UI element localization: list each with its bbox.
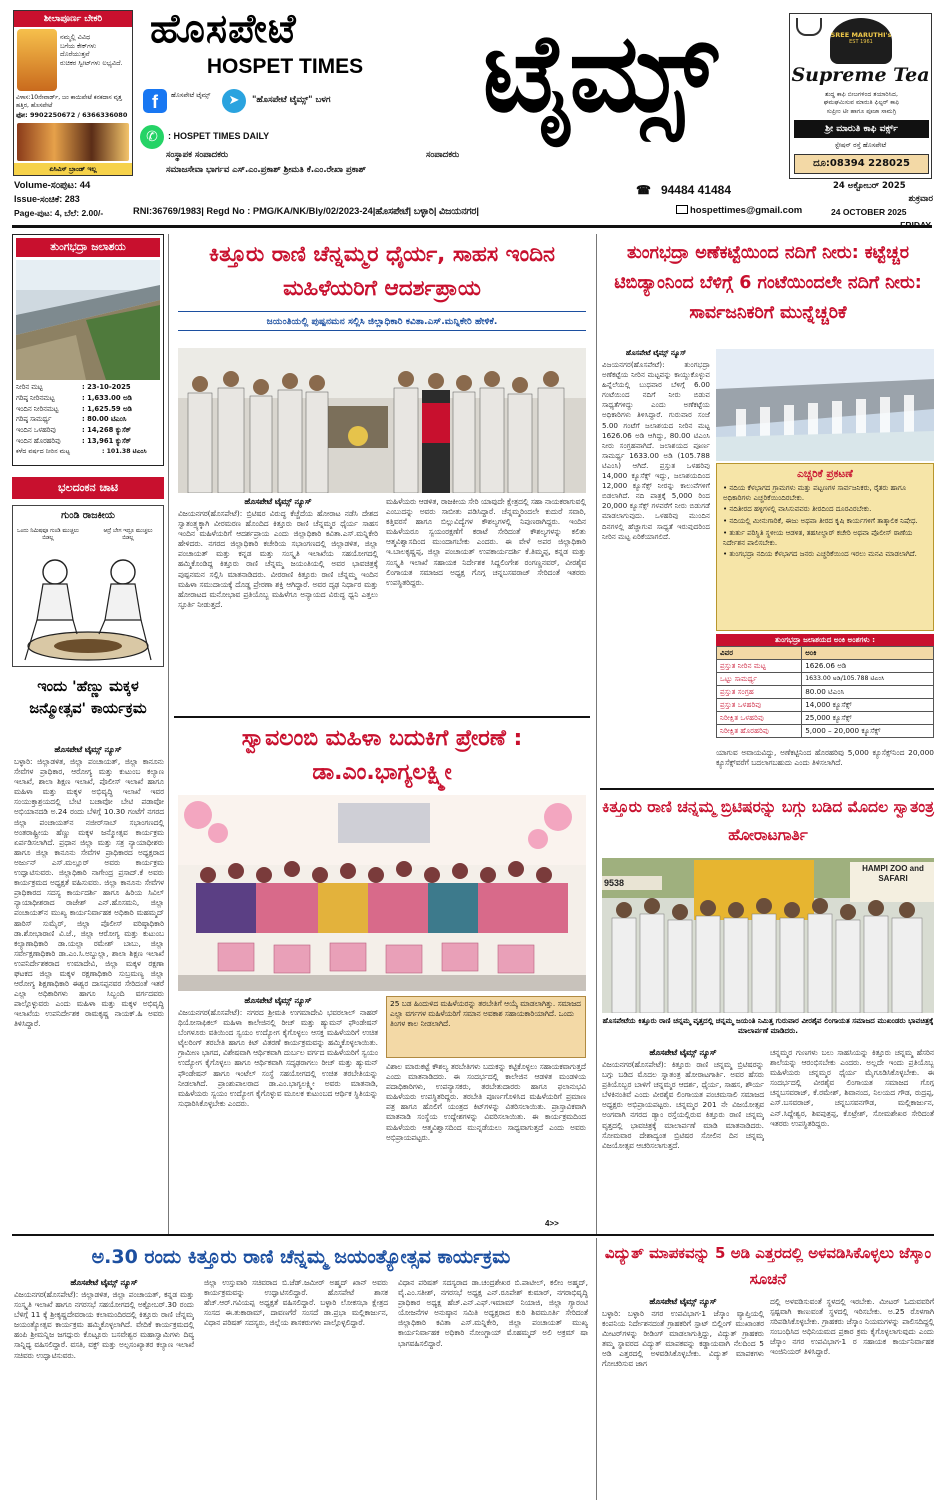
warning-item: • ತುಂಗಭದ್ರಾ ನದಿಯ ಕೆಳಭಾಗದ ಜನರು ಎಚ್ಚರಿಕೆಯಿಂದ ಇರಲು ಮನವಿ ಮಾಡಲಾಗಿದೆ. (723, 550, 917, 559)
bottom-right-body-col2: ದಲ್ಲಿ ಅಳವಡಿಸುವಂತೆ ಸ್ಥಳದಲ್ಲಿ ಇರಬೇಕು. ಮೀಟರ್ ಓದುವವರಿಗೆ ಸ್ಪಷ್ಟವಾಗಿ ಕಾಣುವಂತೆ ಸ್ಥಳದಲ್ಲಿ ಇರಿಸಬೇಕು. ಅ.25 ರೊಳಗಾಗಿ ಸರಿಪಡಿಸಿಕೊಳ್ಳಬೇಕು. ಗ್ರಾಹಕರು ಜೆಸ್ಕಾಂ ನಿಯಮಗಳನ್ನು ಪಾಲಿಸದಿದ್ದಲ್ಲಿ ಸಂಬಂಧಿಸಿದ ಅಧಿನಿಯಮದ ಪ್ರಕಾರ ಕ್ರಮ ಕೈಗೊಳ್ಳಲಾಗುವುದು ಎಂದು ಜೆಸ್ಕಾಂ ನಗರ ಉಪವಿಭಾಗ-1 ರ ಸಹಾಯಕ ಕಾರ್ಯನಿರ್ವಾಹಕ ಇಂಜಿನಿಯರ್ ತಿಳಿಸಿದ್ದಾರೆ. (770, 1297, 934, 1357)
dam-stat-row: ಇಂದಿನ ನೀರಿನಮಟ್ಟ : 1,625.59 ಅಡಿ (16, 404, 132, 413)
dam-stat-row: ನೀರಿನ ಮಟ್ಟ : 23-10-2025 (16, 383, 131, 391)
telegram-icon: ➤ (222, 89, 246, 113)
continued-marker[interactable]: 4>> (545, 1219, 559, 1228)
section-divider (174, 716, 590, 718)
dam-stat-row: ಗರಿಷ್ಠ ಸಾಮರ್ಥ್ಯ : 80.00 ಟಿಎಂಸಿ (16, 415, 127, 424)
right-mid-photo (602, 858, 934, 1013)
right-ad-seal (830, 18, 892, 64)
bottom-left-byline: ಹೊಸಪೇಟೆ ಟೈಮ್ಸ್ ನ್ಯೂಸ್ (70, 1278, 138, 1287)
center-mid-photo (178, 795, 586, 991)
editor-role: ಸಂಪಾದಕರು (426, 150, 460, 160)
day-kannada: ಶುಕ್ರವಾರ (908, 194, 933, 204)
right-top-dam-photo (716, 349, 934, 461)
right-ad-brand-small: SREE MARUTHI's (830, 31, 892, 39)
left-ad-phone: ಫೋ: 9902250672 / 6366336080 (16, 111, 128, 119)
facebook-label: ಹೊಸಪೇಟೆ ಟೈಮ್ಸ್ (171, 91, 211, 99)
dam-stat-row: ಇಂದಿನ ಒಳಹರಿವು : 14,268 ಕ್ಯುಸೆಕ್ (16, 426, 131, 435)
left-ad-line: ರುಚಿಕರ ಸ್ವೀಟ್‌ಗಳು ಲಭ್ಯವಿದೆ. (60, 58, 123, 67)
issue: Issue-ಸಂಚಿಕೆ: 283 (14, 194, 80, 204)
left-ad-title: ಶೀಲಾಪೂರ್ಣ ಬೇಕರಿ (14, 11, 132, 27)
dam-stat-row: ಇಂದಿನ ಹೊರಹರಿವು : 13,961 ಕ್ಯುಸೆಕ್ (16, 436, 131, 445)
pages-price: Page-ಪುಟ: 4, ಬೆಲೆ: 2.00/- (14, 208, 104, 218)
right-ad-line: ಶುದ್ಧ ಕಾಫಿ ಬೀಜಗಳಿಂದ ತಯಾರಿಸಿದ, (825, 91, 898, 98)
column-rule (596, 1238, 597, 1500)
bottom-right-body-col1: ಬಳ್ಳಾರಿ: ಬಳ್ಳಾರಿ ನಗರ ಉಪವಿಭಾಗ-1 ಜೆಸ್ಕಾಂ ವ್ಯಾಪ್ತಿಯಲ್ಲಿ ಕಂಪನಿಯ ನಿರ್ದೇಶನದಂತೆ ಗ್ರಾಹಕರಿಗೆ ಸ್ಪಾಟ್ ಬಿಲ್ಲಿಂಗ್ ಮುಖಾಂತರ ಮೀಟರ್‌ಗಳನ್ನು ರೀಡಿಂಗ್ ಮಾಡಲಾಗುತ್ತಿದ್ದು, ವಿದ್ಯುತ್ ಗ್ರಾಹಕರು ತಮ್ಮ ಸ್ಥಾವರದ ವಿದ್ಯುತ್ ಮಾಪಕವನ್ನು ಕಡ್ಡಾಯವಾಗಿ ನೆಲದಿಂದ 5 ಅಡಿ ಎತ್ತರದಲ್ಲಿ ಅಳವಡಿಸಿಕೊಳ್ಳಬೇಕು. ವಿದ್ಯುತ್ ಮಾಪಕಗಳು ಗೋಚರಿಸುವ ಜಾಗ (602, 1309, 764, 1369)
people-line: ಸಮಾಜಸೇವಾ ಭಾರ್ಗವ ಎಸ್.ಎಂ.ಪ್ರಕಾಶ್ ಶ್ರೀಮತಿ ಕೆ.ಎಂ.ರೇಖಾ ಪ್ರಕಾಶ್ (166, 165, 367, 175)
left-article-headline: ಇಂದು 'ಹೆಣ್ಣು ಮಕ್ಕಳ ಜನ್ಮೋತ್ಸವ' ಕಾರ್ಯಕ್ರಮ (29, 679, 147, 717)
dam-stats-title: ತುಂಗಭದ್ರಾ ಜಲಾಶಯ (16, 238, 160, 257)
right-mid-headline: ಕಿತ್ತೂರು ರಾಣಿ ಚನ್ನಮ್ಮ ಬ್ರಿಟಿಷರನ್ನು ಬಗ್ಗು ಬಡಿದ ಮೊದಲ ಸ್ವಾತಂತ್ರ ಹೋರಾಟಗಾರ್ತಿ (602, 798, 934, 844)
telegram-label: "ಹೊಸಪೇಟೆ ಟೈಮ್ಸ್" ಬಳಗ (252, 95, 331, 105)
right-ad-phone: ದೂ:08394 228025 (794, 154, 929, 174)
date-kannada: 24 ಅಕ್ಟೋಬರ್ 2025 (833, 181, 906, 191)
section-divider (12, 1234, 934, 1236)
cartoon-bubble-right: ಆದ್ರೆ ಬೇಗ ಇದ್ರೂ ಮುಚ್ಚಲು ಬಿಡಲ್ಲ (103, 528, 153, 541)
facebook-link[interactable] (143, 89, 223, 113)
dam-stats-box (12, 234, 164, 466)
phone-value: 94484 41484 (660, 183, 732, 197)
date-english: 24 OCTOBER 2025 (831, 207, 907, 217)
right-ad-est: EST 1961 (849, 39, 873, 45)
bottom-right-byline: ಹೊಸಪೇಟೆ ಟೈಮ್ಸ್ ನ್ಯೂಸ್ (649, 1297, 717, 1306)
column-rule (596, 234, 597, 1234)
whatsapp-link[interactable] (140, 125, 360, 149)
dam-stat-row: ಗರಿಷ್ಠ ನೀರಿನಮಟ್ಟ : 1,633.00 ಅಡಿ (16, 393, 132, 402)
right-mid-photo-caption: ಹೊಸಪೇಟೆಯ ಕಿತ್ತೂರು ರಾಣಿ ಚನ್ನಮ್ಮ ವೃತ್ತದಲ್ಲಿ ಚನ್ನಮ್ಮ ಜಯಂತಿ ನಿಮಿತ್ತ ಗುರುವಾರ ವೀರಶೈವ ಲಿಂಗಾಯತ ಸಮಾಜದ ಮುಖಂಡರು ಭಾವಚಿತ್ರಕ್ಕೆ ಮಾಲಾರ್ಪಣೆ ಮಾಡಿದರು. (602, 1016, 934, 1035)
cartoon-drawing (15, 550, 161, 664)
publisher-role: ಸಂಸ್ಥಾಪಕ ಸಂಪಾದಕರು (166, 150, 229, 160)
phone-number[interactable] (636, 183, 731, 197)
whatsapp-label: : HOSPET TIMES DAILY (168, 131, 270, 141)
bottom-right-headline: ವಿದ್ಯುತ್ ಮಾಪಕವನ್ನು 5 ಅಡಿ ಎತ್ತರದಲ್ಲಿ ಅಳವಡಿಸಿಕೊಳ್ಳಲು ಜೆಸ್ಕಾಂ ಸೂಚನೆ (604, 1244, 932, 1288)
dam-stats-list (16, 382, 160, 458)
mail-icon (676, 205, 688, 214)
warning-item: • ನದಿಯ ಕೆಳಭಾಗದ ಗ್ರಾಮಗಳು ಮತ್ತು ಪಟ್ಟಣಗಳ ಸಾರ್ವಜನಿಕರು, ರೈತರು ಹಾಗೂ ಅಧಿಕಾರಿಗಳು ಎಚ್ಚರಿಕೆಯಿಂದಿರಬೇಕು. (723, 484, 907, 502)
table-row: ಪ್ರಸ್ತುತ ಸಂಗ್ರಹ 80.00 ಟಿಎಂಸಿ (717, 686, 934, 699)
masthead-big-title: ಟೈಮ್ಸ್ (482, 11, 718, 136)
warning-item: • ನದಿತೀರದ ಹಳ್ಳಿಗಳಲ್ಲಿ ವಾಸಿಸುವವರು ತೀರದಿಂದ ದೂರವಿರಬೇಕು. (723, 505, 872, 514)
right-mid-body-col2: ಚನ್ನಮ್ಮರ ಗುಣಗಳು ಬಲು ಸಾಹಸಿಯನ್ನು ಕಿತ್ತೂರು ಚನ್ನಮ್ಮ ಹೆಸರಿನ ಶಾಲೆಯನ್ನು ಆರಂಭಿಸಬೇಕು ಎಂದರು. ಅಲ್ಲದೇ ಇಂದು ಪ್ರತಿಯೊಬ್ಬ ಮಹಿಳೆಯರು ಚನ್ನಮ್ಮರ ಧೈರ್ಯ ಮೈಗೂಡಿಸಿಕೊಳ್ಳಬೇಕು. ಈ ಸಂದರ್ಭದಲ್ಲಿ ವೀರಶೈವ ಲಿಂಗಾಯತ ಸಮಾಜದ ಗೊಗ್ಗ ಚನ್ನಬಸವರಾಜ್, ಕೆ.ರಮೇಶ್, ಶಿವಾನಂದ, ನಿಲಯದ ಗೌಡ, ರುದ್ರಪ್ಪ, ಎಸ್.ಬಸವರಾಜ್, ಚನ್ನಬಸವನಗೌಡ, ಮಲ್ಲಿಕಾರ್ಜುನ, ಎನ್.ಸಿದ್ದೇಶ್ವರ, ಶಿವಪುತ್ರಪ್ಪ, ಕೊಟ್ರೇಶ್, ಸೋಮಶೇಖರ ಸೇರಿದಂತೆ ಇತರರು ಉಪಸ್ಥಿತರಿದ್ದರು. (770, 1048, 934, 1128)
warning-box (716, 463, 934, 631)
center-top-body-col2: ಮಹಿಳೆಯರು ಆಡಳಿತ, ರಾಜಕೀಯ ಸೇರಿ ಯಾವುದೇ ಕ್ಷೇತ್ರದಲ್ಲಿ ಸಹಾ ನಾಯಕರಾಗುವಲ್ಲಿ ಎಂಬುದನ್ನು ಅವರು ಸಾಬೀತು ಪಡಿಸಿದ್ದಾರೆ. ಚೆನ್ನಮ್ಮರಿಂದಲೇ ಕುದುರೆ ಸವಾರಿ, ಕತ್ತಿವರಸೆ ಹಾಗೂ ಬಿಲ್ಲುವಿದ್ಯೆಗಳ ಕೌಶಲ್ಯಗಳಲ್ಲಿ ನಿಪುಣರಾಗಿದ್ದರು. ಇಂದಿನ ಮಹಿಳೆಯರೂ ಸ್ವಯಂರಕ್ಷಣೆಗೆ ಕರಾಟೆ ಸೇರಿದಂತೆ ಕೌಶಲ್ಯಗಳನ್ನು ಕಲಿತು ಆತ್ಮವಿಶ್ವಾಸದಿಂದ ಮುಂದಾಗಬೇಕು ಎಂದರು. ಈ ವೇಳೆ ಅಪರ ಜಿಲ್ಲಾಧಿಕಾರಿ ಇ.ಬಾಲಕೃಷ್ಣಪ್ಪ, ಜಿಲ್ಲಾ ಪಂಚಾಯತ್ ಉಪಕಾರ್ಯದರ್ಶಿ ಕೆ.ತಿಮ್ಮಪ್ಪ, ಕನ್ನಡ ಮತ್ತು ಸಂಸ್ಕೃತಿ ಇಲಾಖೆ ಸಹಾಯಕ ನಿರ್ದೇಶಕ ಸಿದ್ದಲಿಂಗೇಶ ರಂಗಣ್ಣನವರ್, ವೀರಶೈವ ಲಿಂಗಾಯತ ಸಮಾಜದ ಅಧ್ಯಕ್ಷ ಗೊಗ್ಗ ಚನ್ನಬಸವರಾಜ್ ಸೇರಿದಂತೆ ಇತರರು ಉಪಸ್ಥಿತರಿದ್ದರು. (386, 497, 586, 587)
table-row: ಪ್ರಸ್ತುತ ನೀರಿನ ಮಟ್ಟ 1626.06 ಅಡಿ (717, 660, 934, 673)
table-row: ನಿರೀಕ್ಷಿತ ಒಳಹರಿವು 25,000 ಕ್ಯೂಸೆಕ್ಸ್ (717, 712, 934, 725)
bottom-left-headline: ಅ.30 ರಂದು ಕಿತ್ತೂರು ರಾಣಿ ಚೆನ್ನಮ್ಮ ಜಯಂತ್ಯೋತ್ಸವ ಕಾರ್ಯಕ್ರಮ (91, 1246, 511, 1268)
masthead-english-title: HOSPET TIMES (206, 55, 364, 78)
table-row: ಪ್ರಸ್ತುತ ಒಳಹರಿವು 14,000 ಕ್ಯೂಸೆಕ್ಸ್ (717, 699, 934, 712)
volume: Volume-ಸಂಪುಟ: 44 (14, 180, 91, 191)
warning-item: • ನದಿಯಲ್ಲಿ ಮೀನುಗಾರಿಕೆ, ಈಜು ಅಥವಾ ತೀರದ ಕೃಷಿ ಕಾರ್ಯಗಳಿಗೆ ತಾತ್ಕಾಲಿಕ ನಿಷೇಧ. (723, 517, 918, 526)
masthead-divider (12, 225, 932, 228)
dam-data-table (716, 634, 934, 738)
center-mid-byline: ಹೊಸಪೇಟೆ ಟೈಮ್ಸ್ ನ್ಯೂಸ್ (244, 996, 312, 1005)
warning-title: ಎಚ್ಚರಿಕೆ ಪ್ರಕಟಣೆ (797, 468, 853, 480)
center-top-headline: ಕಿತ್ತೂರು ರಾಣಿ ಚೆನ್ನಮ್ಮರ ಧೈರ್ಯ, ಸಾಹಸ ಇಂದಿನ ಮಹಿಳೆಯರಿಗೆ ಆದರ್ಶಪ್ರಾಯ (209, 242, 555, 301)
center-top-photo (178, 348, 586, 493)
right-top-footer: ಯಾಗುವ ಅವಾಯವಿದ್ದು, ಅಣೆಕಟ್ಟಿನಿಂದ ಹೊರಹರಿವು 5,000 ಕ್ಯೂಸೆಕ್ಸ್‌ನಿಂದ 20,000 ಕ್ಯೂಸೆಕ್ಸ್‌ವರೆಗೆ ಬದಲಾಗಬಹುದು ಎಂದು ತಿಳಿಸಲಾಗಿದೆ. (716, 748, 934, 768)
registration: RNI:36769/1983| Regd No : PMG/KA/NK/Bly/02/2023-24|ಹೊಸಪೇಟೆ| ಬಳ್ಳಾರಿ| ವಿಜಯನಗರ| (133, 206, 479, 216)
dam-table-header: ವಿವರ ಅಂಕಿ (717, 647, 934, 660)
bottom-left-body-col1: ವಿಜಯನಗರ(ಹೊಸಪೇಟೆ): ಜಿಲ್ಲಾಡಳಿತ, ಜಿಲ್ಲಾ ಪಂಚಾಯತ್, ಕನ್ನಡ ಮತ್ತು ಸಂಸ್ಕೃತಿ ಇಲಾಖೆ ಹಾಗೂ ನಗರಸಭೆ ಸಹಯೋಗದಲ್ಲಿ ಅಕ್ಟೋಬರ್.30 ರಂದು ಬೆಳಿಗ್ಗೆ 11 ಕ್ಕೆ ಶ್ರೀಕೃಷ್ಣದೇವರಾಯ ಕಲಾಮಂದಿರದಲ್ಲಿ ಕಿತ್ತೂರು ರಾಣಿ ಚೆನ್ನಮ್ಮ ಜಯಂತ್ಯೋತ್ಸವ ಕಾರ್ಯಕ್ರಮ ಹಮ್ಮಿಕೊಳ್ಳಲಾಗಿದೆ. ವೇದಿಕೆ ಕಾರ್ಯಕ್ರಮದಲ್ಲಿ ಹಂಪಿ ಶ್ರೀಮನ್ನಿಜ ಜಗದ್ಗುರು ಕೊಟ್ಟೂರು ಬಸವೇಶ್ವರ ಮಹಾಸ್ವಾಮಿಗಳು ದಿವ್ಯ ಸಾನ್ನಿಧ್ಯ ವಹಿಸಲಿದ್ದಾರೆ. ವಸತಿ, ವಕ್ಫ್ ಮತ್ತು ಅಲ್ಪಸಂಖ್ಯಾತರ ಕಲ್ಯಾಣ ಇಲಾಖೆ ಸಚಿವರು ಉದ್ಘಾಟಿಸುವರು. (14, 1290, 194, 1360)
right-top-headline: ತುಂಗಭದ್ರಾ ಅಣೆಕಟ್ಟೆಯಿಂದ ನದಿಗೆ ನೀರು: ಕಟ್ಟೆಚ್ಚರ ಟಿಬಿಡ್ಯಾಂನಿಂದ ಬೆಳಿಗ್ಗೆ 6 ಗಂಟೆಯಿಂದಲೇ ನದಿಗೆ ನೀರು: ಸಾರ್ವಜನಿಕರಿಗೆ ಮುನ್ನೆಚ್ಚರಿಕೆ (614, 243, 922, 323)
center-mid-body-col1: ವಿಜಯನಗರ(ಹೊಸಪೇಟೆ): ನಗರದ ಶ್ರೀಮತಿ ಉಗಮಾದೇವಿ ಭವರಲಾಲ್ ನಾಹರ್ ಥಿಯೋಸಾಫಿಕಲ್ ಮಹಿಳಾ ಕಾಲೇಜಿನಲ್ಲಿ ರೀಚ್ ಮತ್ತು ಹ್ಯುಮನ್ ಫೌಂಡೇಷನ್ ಬೆಂಗಳೂರು ವತಿಯಿಂದ ಸ್ವಯಂ ಉದ್ಯೋಗ ಕೈಗೊಳ್ಳಲು ಆಸಕ್ತ ಮಹಿಳೆಯರಿಗೆ ಉಚಿತ ಟೈಲರಿಂಗ್ ತರಬೇತಿ ಹಾಗೂ ಕಿಟ್ ವಿತರಣೆ ಕಾರ್ಯಕ್ರಮವನ್ನು ಹಮ್ಮಿಕೊಳ್ಳಲಾಯಿತು. ಗ್ರಾಮೀಣ ಭಾಗದ, ವಿಶೇಷವಾಗಿ ಆರ್ಥಿಕವಾಗಿ ದುರ್ಬಲ ವರ್ಗದ ಮಹಿಳೆಯರಿಗೆ ಸ್ವಯಂ ಉದ್ಯೋಗ ಕೈಗೊಳ್ಳಲು ಹಾಗೂ ಆರ್ಥಿಕವಾಗಿ ಸದೃಢರಾಗಲು ರೀಚ್ ಮತ್ತು ಹ್ಯುಮನ್ ಫೌಂಡೇಷನ್ ಹಾಗೂ ಇಂಟೆಲ್ ಸಂಸ್ಥೆ ಸಹಯೋಗದಲ್ಲಿ ಉಚಿತ ತರಬೇತಿಯನ್ನು ನೀಡಲಾಗಿದೆ. ಪ್ರಾಂಶುಪಾಲರಾದ ಡಾ.ಎಂ.ಭಾಗ್ಯಲಕ್ಷ್ಮೀ ಅವರು ಮಾತನಾಡಿ, ಮಹಿಳೆಯರು ಸ್ವಯಂ ಉದ್ಯೋಗ ಕೈಗೊಳ್ಳುವ ಮೂಲಕ ಕುಟುಂಬದ ಆರ್ಥಿಕ ಸ್ಥಿತಿಯನ್ನು ಸುಧಾರಿಸಿಕೊಳ್ಳಬೇಕು ಎಂದರು. (178, 1008, 378, 1108)
cartoon-bubble-left: ಒಂದು ನಿಮಿಷವೂ ಗುಂಡಿ ಮುಚ್ಚಲು ಬಿಡಲ್ಲ (17, 528, 79, 541)
right-ad-road: ಸ್ಟೇಷನ್ ರಸ್ತೆ ಹೊಸಪೇಟೆ (834, 141, 887, 149)
right-mid-body-col1: ವಿಜಯನಗರ(ಹೊಸಪೇಟೆ): ಕಿತ್ತೂರು ರಾಣಿ ಚನ್ನಮ್ಮ ಬ್ರಿಟಿಷರನ್ನು ಬಗ್ಗು ಬಡಿದ ಮೊದಲ ಸ್ವಾತಂತ್ರ ಹೋರಾಟಗಾರ್ತಿ. ಅವರ ಹೆಸರು ಪ್ರತಿಯೊಬ್ಬರ ಬಾಳಿಗೆ ಚನ್ನಮ್ಮರ ಆದರ್ಶ, ಧೈರ್ಯ, ಸಾಹಸ, ಶೌರ್ಯ ಬೆಳಕಿನಂತಿವೆ ಎಂದು ವೀರಶೈವ ಲಿಂಗಾಯತ ಪಂಚಮಸಾಲಿ ಸಮಾಜದ ಅಧ್ಯಕ್ಷರು ಅಭಿಪ್ರಾಯಪಟ್ಟರು. ಚನ್ನಮ್ಮರ 201 ನೇ ವಿಜಯೋತ್ಸವ ಅಂಗವಾಗಿ ನಗರದ ಡ್ಯಾಂ ರಸ್ತೆಯಲ್ಲಿರುವ ಕಿತ್ತೂರು ರಾಣಿ ಚನ್ನಮ್ಮ ವೃತ್ತದಲ್ಲಿ ಭಾವಚಿತ್ರಕ್ಕೆ ಮಾಲಾರ್ಪಣೆ ಮಾಡಿ ಮಾತನಾಡಿದರು. ಸೋಮವಾರ ದೇಶಾದ್ಯಂತ ಬ್ರಿಟಿಷರ ಸೋಲಿನ ದಿನ ಚನ್ನಮ್ಮ ವಿಜಯೋತ್ಸವ ಆಚರಿಸಲಾಗುತ್ತದೆ. (602, 1060, 764, 1150)
column-rule (168, 234, 169, 1234)
cartoon-title: ಭಲದಂಕನ ಚಾಟಿ (12, 477, 164, 499)
table-row: ಒಟ್ಟು ಸಾಮರ್ಥ್ಯ 1633.00 ಅಡಿ/105.788 ಟಿಎಂಸಿ (717, 673, 934, 686)
facebook-icon: f (143, 89, 167, 113)
tea-cup-icon (796, 18, 822, 36)
telegram-link[interactable] (222, 89, 422, 113)
left-ad-footer: ಏಸಿವಿಸ್ ಬ್ರಾಂಡ್ ಇಲ್ಲ (14, 163, 132, 175)
center-mid-headline: ಸ್ವಾವಲಂಬಿ ಮಹಿಳಾ ಬದುಕಿಗೆ ಪ್ರೇರಣೆ : ಡಾ.ಎಂ.ಭಾಗ್ಯಲಕ್ಷ್ಮೀ (241, 726, 523, 785)
dam-table (716, 646, 934, 738)
left-ad-line: ನಮ್ಮಲ್ಲಿ ವಿವಿಧ (60, 33, 91, 41)
right-ad-line: ಸುಪ್ರೀಂ ಟೀ ಹಾಗೂ ಪೂಜಾ ಸಾಮಗ್ರಿ (826, 107, 897, 115)
email-link[interactable] (676, 205, 802, 216)
bottom-left-body-col3: ವಿಧಾನ ಪರಿಷತ್ ಸದಸ್ಯರಾದ ಡಾ.ಚಂದ್ರಶೇಖರ ಬಿ.ಪಾಟೀಲ್, ಕಲೀಂ ಅಹ್ಮದ್, ವೈ.ಎಂ.ಸತೀಶ್, ನಗರಸಭೆ ಅಧ್ಯಕ್ಷ ಎನ್.ರೂಪೇಶ್ ಕುಮಾರ್, ನಗರಾಭಿವೃದ್ಧಿ ಪ್ರಾಧಿಕಾರ ಅಧ್ಯಕ್ಷ ಹೆಚ್.ಎನ್.ಎಫ್.ಇಮಾಮ್ ನಿಯಾಜಿ, ಜಿಲ್ಲಾ ಗ್ಯಾರಂಟಿ ಯೋಜನೆಗಳ ಅನುಷ್ಠಾನ ಸಮಿತಿ ಅಧ್ಯಕ್ಷರಾದ ಕುರಿ ಶಿವಮೂರ್ತಿ ಸೇರಿದಂತೆ ಜಿಲ್ಲಾಧಿಕಾರಿ ಕವಿತಾ ಎಸ್.ಮನ್ನಿಕೇರಿ, ಜಿಲ್ಲಾ ಪಂಚಾಯತ್ ಮುಖ್ಯ ಕಾರ್ಯನಿರ್ವಾಹಕ ಅಧಿಕಾರಿ ನೋಂಗ್ಜಾಯ್ ಮೊಹಮ್ಮದ್ ಅಲಿ ಅಕ್ರಮ್ ಷಾ ಭಾಗವಹಿಸಲಿದ್ದಾರೆ. (398, 1278, 588, 1348)
dam-photo (16, 260, 160, 380)
left-ad-line: ಬಗೆಯ ಕೇಕ್‌ಗಳು (60, 41, 97, 50)
left-ad-cakes-image (17, 123, 129, 161)
center-mid-body-col2: ವಿಶಾಲ ಮಾರುಕಟ್ಟೆ ಕೌಶಲ್ಯ ತರಬೇತಿಗಳು ಬದುಕನ್ನು ಕಟ್ಟಿಕೊಳ್ಳಲು ಸಹಾಯಕವಾಗುತ್ತದೆ ಎಂದು ಮಾತನಾಡಿದರು. ಈ ಸಂದರ್ಭದಲ್ಲಿ ಕಾಲೇಜಿನ ಆಡಳಿತ ಮಂಡಳಿಯ ಪದಾಧಿಕಾರಿಗಳು, ಉಪನ್ಯಾಸಕರು, ತರಬೇತುದಾರರು ಹಾಗೂ ಫಲಾನುಭವಿ ಮಹಿಳೆಯರು ಉಪಸ್ಥಿತರಿದ್ದರು. ತರಬೇತಿ ಪೂರ್ಣಗೊಳಿಸಿದ ಮಹಿಳೆಯರಿಗೆ ಪ್ರಮಾಣ ಪತ್ರ ಹಾಗೂ ಹೊಲಿಗೆ ಯಂತ್ರದ ಕಿಟ್‌ಗಳನ್ನು ವಿತರಿಸಲಾಯಿತು. ಪ್ರಾಸ್ತಾವಿಕವಾಗಿ ಮಾತನಾಡಿ ಸಂಸ್ಥೆಯ ಉದ್ದೇಶಗಳನ್ನು ವಿವರಿಸಲಾಯಿತು. ಈ ಕಾರ್ಯಕ್ರಮದಿಂದ ಮಹಿಳೆಯರು ಆತ್ಮವಿಶ್ವಾಸದಿಂದ ಮುನ್ನಡೆಯಲು ಸಾಧ್ಯವಾಗುತ್ತದೆ ಎಂದು ಅವರು ಅಭಿಪ್ರಾಯಪಟ್ಟರು. (386, 1062, 586, 1142)
left-ad-image (17, 29, 57, 91)
photo-sign-zoo: HAMPI ZOO and SAFARI (862, 864, 924, 883)
left-article-body: ಬಳ್ಳಾರಿ: ಜಿಲ್ಲಾಡಳಿತ, ಜಿಲ್ಲಾ ಪಂಚಾಯತ್, ಜಿಲ್ಲಾ ಕಾನೂನು ಸೇವೆಗಳ ಪ್ರಾಧಿಕಾರ, ಆರೋಗ್ಯ ಮತ್ತು ಕುಟುಂಬ ಕಲ್ಯಾಣ ಇಲಾಖೆ, ಶಾಲಾ ಶಿಕ್ಷಣ ಇಲಾಖೆ, ಪೊಲೀಸ್ ಇಲಾಖೆ ಹಾಗೂ ಮಹಿಳಾ ಮತ್ತು ಮಕ್ಕಳ ಅಭಿವೃದ್ಧಿ ಇಲಾಖೆ ಇವರ ಸಂಯುಕ್ತಾಶ್ರಯದಲ್ಲಿ ಬೇಟಿ ಬಚಾವೋ ಬೇಟಿ ಪಡಾವೋ ಅಭಿಯಾನದಡಿ ಅ.24 ರಂದು ಬೆಳಿಗ್ಗೆ 10.30 ಗಂಟೆಗೆ ನಗರದ ಜಿಲ್ಲಾ ಪಂಚಾಯತ್‌ನ ನಜೀರ್‌ಸಾಬ್ ಸಭಾಂಗಣದಲ್ಲಿ ಅಂತರಾಷ್ಟ್ರೀಯ ಹೆಣ್ಣು ಮಕ್ಕಳ ಜನ್ಮೋತ್ಸವ ಕಾರ್ಯಕ್ರಮ ಏರ್ಪಡಿಸಲಾಗಿದೆ. ಪ್ರಧಾನ ಜಿಲ್ಲಾ ಮತ್ತು ಸತ್ರ ನ್ಯಾಯಾಧೀಶರು ಹಾಗೂ ಜಿಲ್ಲಾ ಕಾನೂನು ಸೇವೆಗಳ ಪ್ರಾಧಿಕಾರದ ಅಧ್ಯಕ್ಷರಾದ ಅರ್ಜುನ್ ಎಸ್.ಮಲ್ಲೂರ್ ಅವರು ಕಾರ್ಯಕ್ರಮ ಉದ್ಘಾಟಿಸುವರು. ಜಿಲ್ಲಾಧಿಕಾರಿ ನಾಗೇಂದ್ರ ಪ್ರಸಾದ್.ಕೆ ಅವರು ಕಾರ್ಯಕ್ರಮದ ಅಧ್ಯಕ್ಷತೆ ವಹಿಸುವರು. ಜಿಲ್ಲಾ ಕಾನೂನು ಸೇವೆಗಳ ಪ್ರಾಧಿಕಾರದ ಸದಸ್ಯ ಕಾರ್ಯದರ್ಶಿ ಹಾಗೂ ಹಿರಿಯ ಸಿವಿಲ್ ನ್ಯಾಯಾಧೀಶರಾದ ರಾಜೇಶ್ ಎನ್.ಹೊಸಮನಿ, ಜಿಲ್ಲಾ ಪಂಚಾಯತ್‌ನ ಮುಖ್ಯ ಕಾರ್ಯನಿರ್ವಾಹಕ ಅಧಿಕಾರಿ ಮಹಮ್ಮದ್ ಹಾರಿಸ್ ಸುಮೈರ್, ಜಿಲ್ಲಾ ಪೊಲೀಸ್ ವರಿಷ್ಠಾಧಿಕಾರಿ ಡಾ.ಶೋಭಾರಾಣಿ ವಿ.ಜೆ., ಜಿಲ್ಲಾ ಆರೋಗ್ಯ ಮತ್ತು ಕುಟುಂಬ ಕಲ್ಯಾಣಾಧಿಕಾರಿ ಡಾ.ಯಲ್ಲಾ ರಮೇಶ್ ಬಾಬು, ಜಿಲ್ಲಾ ಸರ್ವೇಕ್ಷಣಾಧಿಕಾರಿ ಡಾ.ಎಂ.ಸಿ.ಅಬ್ದುಲ್ಲಾ, ಶಾಲಾ ಶಿಕ್ಷಣ ಇಲಾಖೆ ಉಪನಿರ್ದೇಶಕರಾದ ಉಮಾದೇವಿ, ಜಿಲ್ಲಾ ಮಕ್ಕಳ ರಕ್ಷಣಾ ಘಟಕದ ಜಿಲ್ಲಾ ಮಕ್ಕಳ ರಕ್ಷಣಾಧಿಕಾರಿ ಸುಬ್ರಮಣ್ಯ ಜಿಲ್ಲಾ ಆರೋಗ್ಯ ಶಿಕ್ಷಣಾಧಿಕಾರಿ ಈಶ್ವರ ದಾಸಪ್ಪನವರ ಸೇರಿದಂತೆ ಇತರೆ ಎಲ್ಲಾ ಅಧಿಕಾರಿಗಳು ಹಾಗೂ ಸಿಬ್ಬಂದಿ ವರ್ಗದವರು ಪಾಲ್ಗೊಳ್ಳುವರು ಎಂದು ಮಹಿಳಾ ಮತ್ತು ಮಕ್ಕಳ ಅಭಿವೃದ್ಧಿ ಇಲಾಖೆಯ ಉಪನಿರ್ದೇಶಕ ರಾಮಕೃಷ್ಣ ನಾಯಕ್.ಹಿ ಅವರು ತಿಳಿಸಿದ್ದಾರೆ. (14, 757, 164, 1029)
left-article-byline: ಹೊಸಪೇಟೆ ಟೈಮ್ಸ್ ನ್ಯೂಸ್ (54, 745, 122, 754)
dam-table-title: ತುಂಗಭದ್ರಾ ಜಲಾಶಯದ ಅಂಕಿ ಅಂಶಗಳು : (716, 634, 934, 646)
left-ad-address: ವಿಳಾಸ:10ನೇವಾರ್ಡ್, ಜಂ ಕಾಯಿಪೇಟೆ ಕನಕದಾಸ ವೃತ್ತ ಹತ್ತಿರ, ಹೊಸಪೇಟೆ (16, 94, 122, 109)
table-row: ನಿರೀಕ್ಷಿತ ಹೊರಹರಿವು 5,000 – 20,000 ಕ್ಯೂಸೆಕ್ಸ್ (717, 725, 934, 738)
bottom-left-body-col2: ಜಿಲ್ಲಾ ಉಸ್ತುವಾರಿ ಸಚಿವರಾದ ಬಿ.ಜೆಡ್.ಜಮೀರ್ ಅಹ್ಮದ್ ಖಾನ್ ಅವರು ಕಾರ್ಯಕ್ರಮವನ್ನು ಉದ್ಘಾಟಿಸಲಿದ್ದಾರೆ. ಹೊಸಪೇಟೆ ಶಾಸಕ ಹೆಚ್.ಆರ್.ಗವಿಯಪ್ಪ ಅಧ್ಯಕ್ಷತೆ ವಹಿಸಲಿದ್ದಾರೆ. ಬಳ್ಳಾರಿ ಲೋಕಸಭಾ ಕ್ಷೇತ್ರದ ಸಂಸದ ಈ.ತುಕಾರಾಮ್, ದಾವಣಗೆರೆ ಸಂಸದೆ ಡಾ.ಪ್ರಭಾ ಮಲ್ಲಿಕಾರ್ಜುನ, ವಿಧಾನ ಪರಿಷತ್ ಸದಸ್ಯರು, ಜಿಲ್ಲೆಯ ಶಾಸಕರುಗಳು ಪಾಲ್ಗೊಳ್ಳಲಿದ್ದಾರೆ. (204, 1278, 388, 1328)
left-advertisement[interactable] (13, 10, 133, 176)
phone-icon: ☎ (636, 183, 651, 197)
center-top-body-col1: ವಿಜಯನಗರ(ಹೊಸಪೇಟೆ): ಬ್ರಿಟಿಷರ ವಿರುದ್ಧ ಕೆಚ್ಚೆದೆಯ ಹೋರಾಟ ನಡೆಸಿ ದೇಶದ ಸ್ವಾತಂತ್ರ್ಯಕ್ಕಾಗಿ ವೀರಮರಣ ಹೊಂದಿದ ಕಿತ್ತೂರು ರಾಣಿ ಚೆನ್ನಮ್ಮರ ಧೈರ್ಯ ಸಾಹಸ ಇಂದಿನ ಮಹಿಳೆಯರಿಗೆ ಆದರ್ಶಪ್ರಾಯ ಎಂದು ಜಿಲ್ಲಾಧಿಕಾರಿ ಕವಿತಾ.ಎಸ್.ಮನ್ನಿಕೇರಿ ಹೇಳಿದರು. ನಗರದ ಜಿಲ್ಲಾಧಿಕಾರಿ ಕಚೇರಿಯ ಸಭಾಂಗಣದಲ್ಲಿ ಜಿಲ್ಲಾಡಳಿತ, ಜಿಲ್ಲಾ ಪಂಚಾಯತ್ ಮತ್ತು ಕನ್ನಡ ಮತ್ತು ಸಂಸ್ಕೃತಿ ಇಲಾಖೆಯ ಸಹಯೋಗದಲ್ಲಿ ಹಮ್ಮಿಕೊಂಡಿದ್ದ ಕಿತ್ತೂರು ರಾಣಿ ಚೆನ್ನಮ್ಮ ಜಯಂತಿಯಲ್ಲಿ ಅವರ ಭಾವಚಿತ್ರಕ್ಕೆ ಪುಷ್ಪನಮನ ಸಲ್ಲಿಸಿ ಮಾತನಾಡಿದರು. ವೀರರಾಣಿ ಕಿತ್ತೂರು ರಾಣಿ ಚೆನ್ನಮ್ಮ ಇಂದಿನ ಮಹಿಳಾ ಸಮುದಾಯಕ್ಕೆ ದೊಡ್ಡ ಪ್ರೇರಣಾ ಶಕ್ತಿ ಆಗಿದ್ದಾರೆ. ಅವರ ದೃಢ ನಿರ್ಧಾರ ಮತ್ತು ಹೋರಾಟದ ಮನೋಭಾವ ಪ್ರತಿಯೊಬ್ಬ ಮಹಿಳೆಗೂ ಅನ್ಯಾಯದ ವಿರುದ್ಧ ಧ್ವನಿ ಎತ್ತಲು ಸ್ಫೂರ್ತಿ ನೀಡುತ್ತದೆ. (178, 509, 378, 609)
right-top-byline: ಹೊಸಪೇಟೆ ಟೈಮ್ಸ್ ನ್ಯೂಸ್ (625, 349, 687, 357)
whatsapp-icon: ✆ (140, 125, 164, 149)
left-ad-line: ದೊರೆಯುತ್ತವೆ (60, 50, 90, 59)
cartoon-caption: ಗುಂಡಿ ರಾಜಕೀಯ (61, 510, 115, 521)
right-advertisement[interactable] (789, 13, 932, 179)
right-ad-shop: ಶ್ರೀ ಮಾರುತಿ ಕಾಫಿ ವರ್ಕ್ಸ್ (794, 120, 929, 138)
center-top-byline: ಹೊಸಪೇಟೆ ಟೈಮ್ಸ್ ನ್ಯೂಸ್ (244, 497, 312, 506)
photo-sign-number: 9538 (604, 878, 625, 888)
section-divider (600, 788, 934, 790)
right-ad-line: ಘಮಘಮಿಸುವ ಮಾರುತಿ ಫಿಲ್ಟರ್ ಕಾಫಿ (823, 99, 900, 107)
right-mid-byline: ಹೊಸಪೇಟೆ ಟೈಮ್ಸ್ ನ್ಯೂಸ್ (649, 1048, 717, 1057)
warning-item: • ತುರ್ತು ಪರಿಸ್ಥಿತಿ ಸ್ಥಳೀಯ ಆಡಳಿತ, ತಹಸೀಲ್ದಾರ್ ಕಚೇರಿ ಅಥವಾ ಪೊಲೀಸ್ ಠಾಣೆಯ ನಿರ್ದೇಶನ ಪಾಲಿಸಬೇಕು. (723, 528, 913, 547)
cartoon-box (12, 505, 164, 667)
email-value: hospettimes@gmail.com (690, 205, 803, 216)
right-top-body: ವಿಜಯನಗರ(ಹೊಸಪೇಟೆ): ತುಂಗಭದ್ರಾ ಅಣೆಕಟ್ಟೆಯ ನೀರಿನ ಮಟ್ಟವನ್ನು ಕಾಯ್ದುಕೊಳ್ಳುವ ಹಿನ್ನೆಲೆಯಲ್ಲಿ ಬುಧವಾರ ಬೆಳಿಗ್ಗೆ 6.00 ಗಂಟೆಯಿಂದ ನದಿಗೆ ನೀರು ಬಿಡುವ ಸಾಧ್ಯತೆಗಳಿದ್ದು ಎಂದು ಅಣೆಕಟ್ಟೆಯ ಅಧಿಕಾರಿಗಳು ತಿಳಿಸಿದ್ದಾರೆ. ಗುರುವಾರ ಸಂಜೆ 5.00 ಗಂಟೆಗೆ ಜಲಾಶಯದ ನೀರಿನ ಮಟ್ಟ 1626.06 ಅಡಿ ಆಗಿದ್ದು, 80.00 ಟಿಎಂಸಿ ನೀರು ಸಂಗ್ರಹವಾಗಿದೆ. ಜಲಾಶಯದ ಪೂರ್ಣ ಸಾಮರ್ಥ್ಯ 1633.00 ಅಡಿ (105.788 ಟಿಎಂಸಿ) ಆಗಿದೆ. ಪ್ರಸ್ತುತ ಒಳಹರಿವು 14,000 ಕ್ಯೂಸೆಕ್ಸ್ ಇದ್ದು, ಜಲಾಶಯದಿಂದ 12,000 ಕ್ಯೂಸೆಕ್ಸ್ ನೀರನ್ನು ಕಾಲುವೆಗಳಿಗೆ ಬಿಡಲಾಗಿದೆ. ನದಿ ಪಾತ್ರಕ್ಕೆ 5,000 ರಿಂದ 20,000 ಕ್ಯೂಸೆಕ್ಸ್ ಗಳವರೆಗೆ ನೀರು ಬಿಡುಗಡೆ ಮಾಡಲಾಗುವುದು. ಒಳಹರಿವು ಮುಂದಿನ ದಿನಗಳಲ್ಲಿ ಹೆಚ್ಚಾಗುವ ಸಾಧ್ಯತೆ ಇರುವುದರಿಂದ ನೀರಿನ ಮಟ್ಟ ಏರಿಕೆಯಾಗಲಿದೆ. (602, 360, 710, 541)
center-mid-photo-caption: 25 ಬಡ ಹಿಂದುಳಿದ ಮಹಿಳೆಯರನ್ನು ತರಬೇತಿಗೆ ಆಯ್ಕೆ ಮಾಡಲಾಗಿತ್ತು. ಸಮಾಜದ ಎಲ್ಲಾ ವರ್ಗಗಳ ಮಹಿಳೆಯರಿಗೆ ಸಮಾನ ಅವಕಾಶ ಸಹಾಯಕಾರಿಯಾಗಿದೆ. ಒಂದು ತಿಂಗಳ ಕಾಲ ನೀಡಲಾಗಿದೆ. (386, 996, 586, 1058)
dam-stat-row: ಕಳೆದ ವರ್ಷದ ನೀರಿನ ಮಟ್ಟ : 101.38 ಟಿಎಂಸಿ (16, 447, 147, 455)
center-top-subhead: ಜಯಂತಿಯಲ್ಲಿ ಪುಷ್ಪನಮನ ಸಲ್ಲಿಸಿ ಜಿಲ್ಲಾಧಿಕಾರಿ ಕವಿತಾ.ಎಸ್.ಮನ್ನಿಕೇರಿ ಹೇಳಿಕೆ. (178, 311, 586, 331)
right-ad-brand: Supreme Tea (791, 64, 930, 86)
masthead-kannada-title: ಹೊಸಪೇಟೆ (150, 6, 297, 52)
